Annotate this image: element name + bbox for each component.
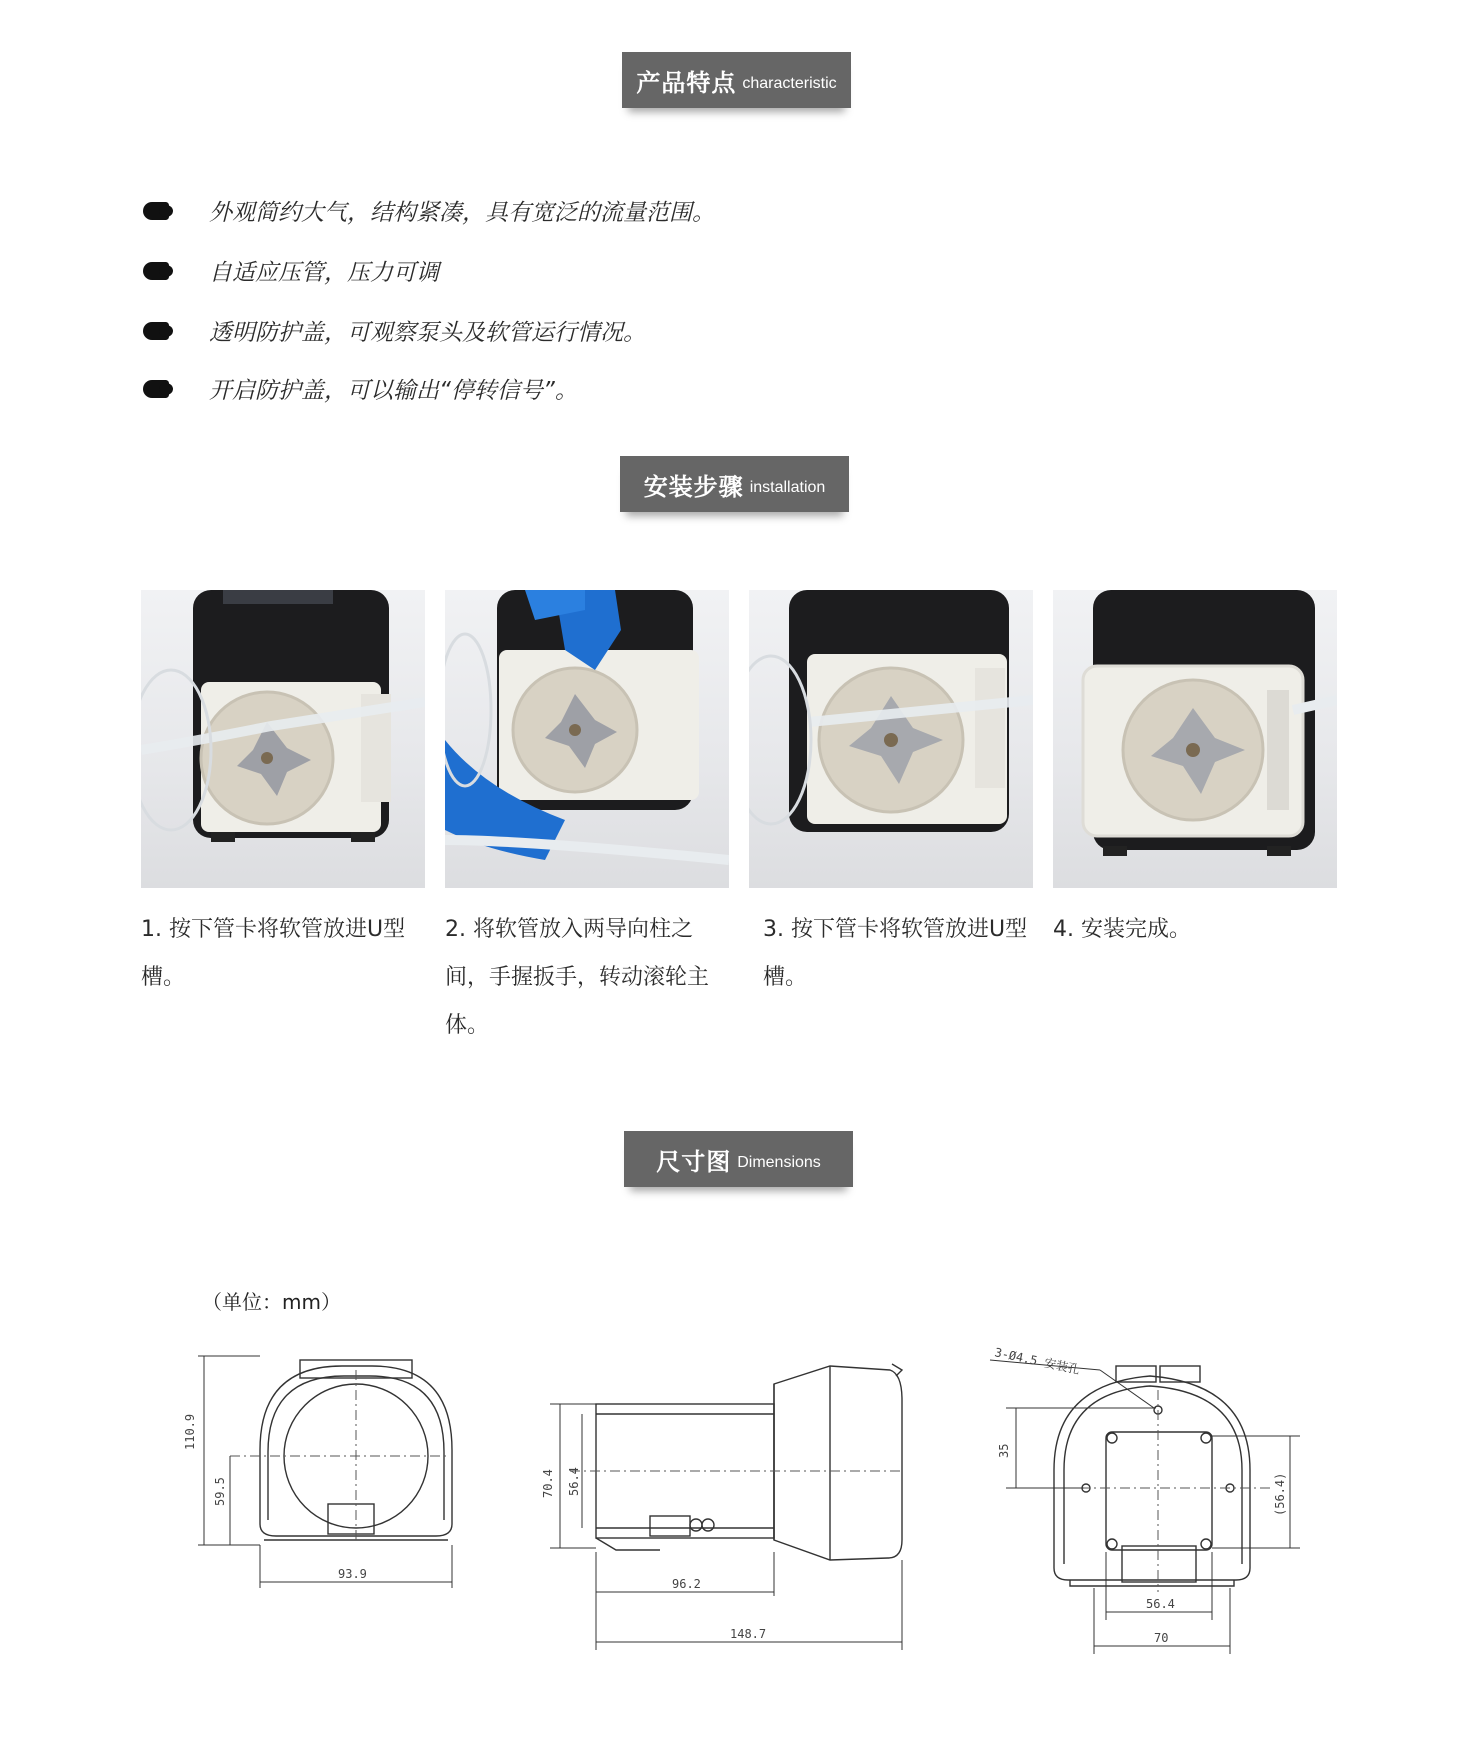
section-title-zh: 尺寸图 — [656, 1147, 732, 1176]
dim-side-height: 70.4 — [541, 1469, 555, 1498]
bullet-icon — [143, 202, 175, 220]
side-view-drawing — [530, 1340, 910, 1660]
front-view-drawing — [180, 1340, 470, 1640]
unit-label: （单位：mm） — [202, 1290, 341, 1314]
pump-photo-illustration — [141, 590, 425, 888]
pump-photo-illustration — [445, 590, 729, 888]
feature-text: 透明防护盖，可观察泵头及软管运行情况。 — [209, 320, 646, 346]
feature-item — [143, 372, 578, 405]
dim-front-center-height: 59.5 — [213, 1477, 227, 1506]
step-photo-1 — [141, 590, 425, 888]
section-title-zh: 安装步骤 — [643, 472, 744, 501]
bullet-icon — [143, 262, 175, 280]
section-tag-installation — [620, 456, 849, 512]
pump-photo-illustration — [749, 590, 1033, 888]
dim-front-width: 93.9 — [338, 1567, 367, 1581]
dim-back-height: (56.4) — [1273, 1472, 1287, 1516]
step-caption-4: 4. 安装完成。 — [1053, 917, 1191, 942]
section-title-en: characteristic — [742, 75, 837, 92]
dim-back-offset: 35 — [997, 1443, 1011, 1458]
feature-text: 外观简约大气，结构紧凑，具有宽泛的流量范围。 — [209, 200, 715, 226]
dim-front-height: 110.9 — [183, 1413, 197, 1450]
feature-text: 开启防护盖，可以输出“停转信号”。 — [209, 378, 578, 404]
bullet-icon — [143, 322, 175, 340]
feature-item — [143, 254, 439, 287]
dim-side-depth: 96.2 — [672, 1577, 701, 1591]
step-photo-4 — [1053, 590, 1337, 888]
step-caption-3: 3. 按下管卡将软管放进U型槽。 — [763, 917, 1028, 990]
back-view-drawing — [980, 1320, 1320, 1660]
dim-side-total-length: 148.7 — [730, 1627, 767, 1641]
step-caption-1: 1. 按下管卡将软管放进U型槽。 — [141, 917, 406, 990]
step-photo-2 — [445, 590, 729, 888]
pump-photo-illustration — [1053, 590, 1337, 888]
dim-back-inner-width: 56.4 — [1146, 1597, 1175, 1611]
step-photo-3 — [749, 590, 1033, 888]
step-caption-2: 2. 将软管放入两导向柱之间，手握扳手，转动滚轮主体。 — [445, 917, 710, 1038]
section-tag-characteristic — [622, 52, 851, 108]
bullet-icon — [143, 380, 175, 398]
section-title-zh: 产品特点 — [636, 68, 737, 97]
section-title-en: installation — [749, 479, 826, 496]
section-tag-dimensions — [624, 1131, 853, 1187]
feature-text: 自适应压管，压力可调 — [209, 260, 439, 286]
feature-item — [143, 194, 715, 227]
feature-item — [143, 314, 646, 347]
section-title-en: Dimensions — [737, 1154, 821, 1171]
dim-back-width: 70 — [1154, 1631, 1169, 1645]
dim-side-inner-height: 56.4 — [567, 1467, 581, 1496]
dim-back-holes-label: 3-Ø4.5 安装孔 — [993, 1345, 1081, 1377]
